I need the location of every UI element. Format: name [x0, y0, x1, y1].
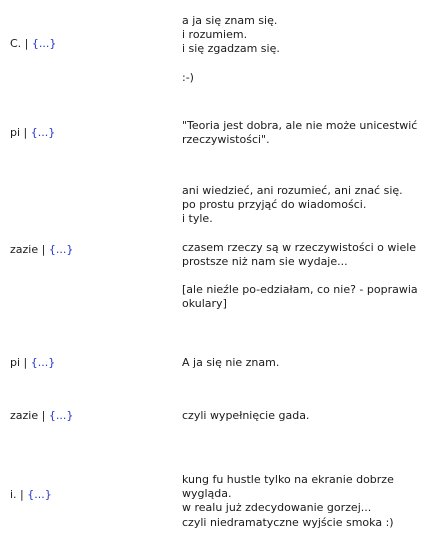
comment-line: kung fu hustle tylko na ekranie dobrze wygląda. — [182, 473, 394, 501]
comment-line: "Teoria jest dobra, ale nie może unicestwić rzeczywistości". — [182, 119, 418, 147]
comment-author — [10, 126, 55, 140]
permalink[interactable]: {...} — [27, 488, 52, 501]
permalink[interactable]: {...} — [30, 356, 56, 369]
comment-line: i tyle. — [182, 212, 213, 226]
author-name: zazie — [10, 243, 39, 256]
comment-text — [182, 119, 422, 147]
author-name: zazie — [10, 409, 39, 422]
author-name: i. — [10, 488, 17, 501]
comment-line: i rozumiem. — [182, 28, 248, 42]
separator: | — [20, 126, 31, 139]
comment-line: po prostu przyjąć do wiadomości. — [182, 198, 367, 212]
comment-line: i się zgadzam się. — [182, 42, 280, 56]
comment-line: :-) — [182, 70, 194, 84]
comment-line: ani wiedzieć, ani rozumieć, ani znać się. — [182, 184, 403, 197]
permalink[interactable]: {...} — [48, 243, 74, 256]
comment-line: w realu już zdecydowanie gorzej... — [182, 501, 372, 515]
separator: | — [38, 409, 49, 422]
comment-author — [10, 37, 56, 51]
comment-text — [182, 409, 422, 423]
permalink[interactable]: {...} — [48, 409, 74, 422]
comment-text — [182, 184, 422, 311]
permalink[interactable]: {...} — [30, 126, 56, 139]
comment-line: a ja się znam się. — [182, 14, 278, 27]
comment-line: A ja się nie znam. — [182, 356, 280, 369]
author-name: pi — [10, 356, 21, 369]
separator: | — [16, 488, 28, 501]
comment-text — [182, 473, 422, 530]
comment-author — [10, 243, 73, 257]
author-name: pi — [10, 126, 21, 139]
separator: | — [38, 243, 49, 256]
comment-author — [10, 356, 55, 370]
comment-line: czyli niedramatyczne wyjście smoka :) — [182, 515, 394, 529]
separator: | — [20, 356, 31, 369]
comment-line: czasem rzeczy są w rzeczywistości o wiele prostsze niż nam sie wydaje... — [182, 240, 417, 268]
separator: | — [21, 37, 32, 50]
author-name: C. — [10, 37, 22, 50]
comment-line: [ale nieźle po-edziałam, co nie? - poprawia okulary] — [182, 283, 418, 311]
comment-text — [182, 14, 422, 85]
permalink[interactable]: {...} — [31, 37, 57, 50]
comment-author — [10, 488, 52, 502]
comment-line: czyli wypełnięcie gada. — [182, 409, 310, 422]
comment-text — [182, 356, 422, 370]
comment-author — [10, 409, 73, 423]
